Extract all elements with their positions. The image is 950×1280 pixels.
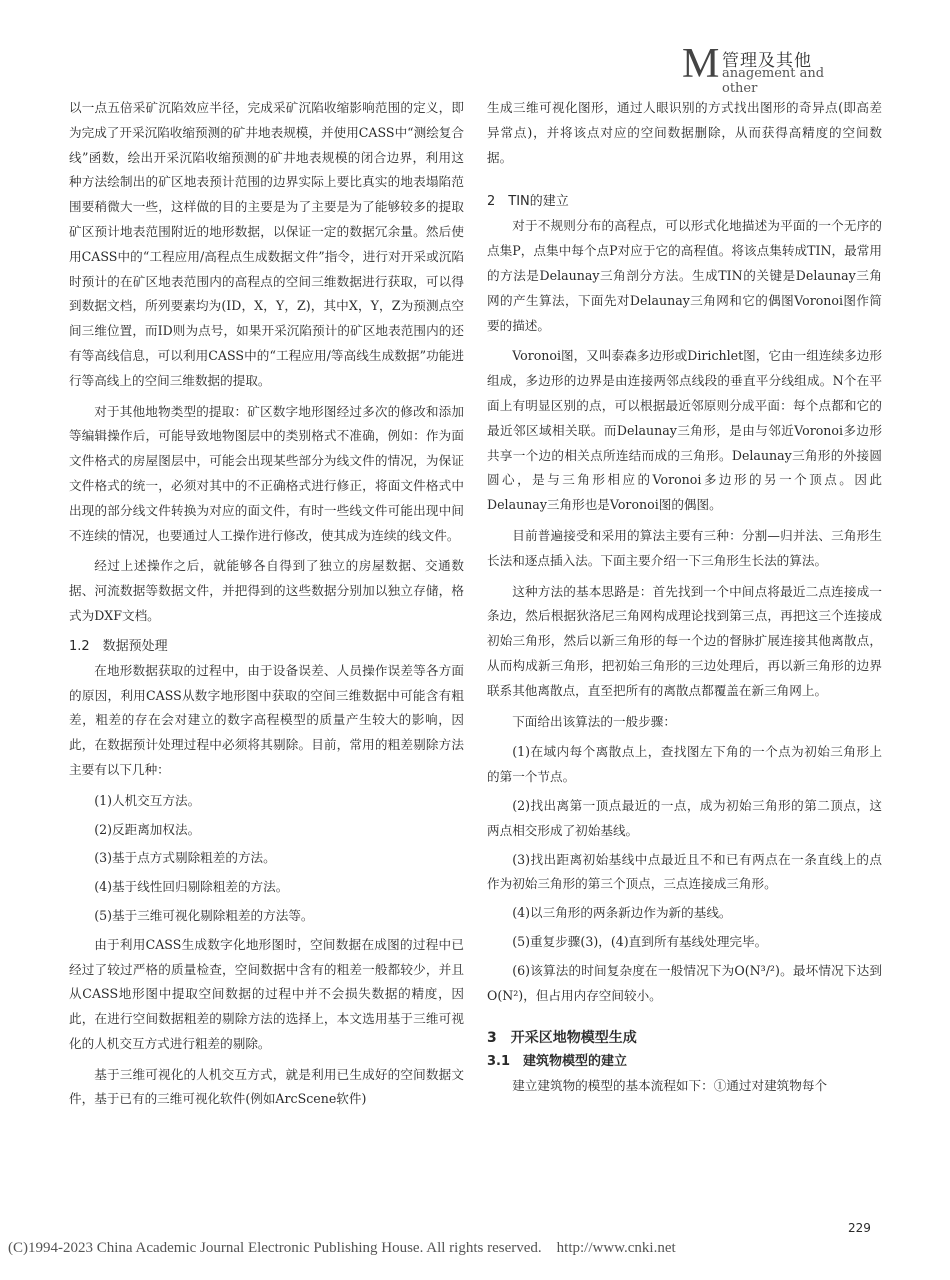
header-initial-letter: M <box>682 41 720 87</box>
paragraph: 基于三维可视化的人机交互方式，就是利用已生成好的空间数据文件，基于已有的三维可视化软件(例如ArcScene软件) <box>69 1066 464 1107</box>
paragraph: 对于不规则分布的高程点，可以形式化地描述为平面的一个无序的点集P，点集中每个点P对应于它的高程值。将该点集转成TIN，最常用的方法是Delaunay三角剖分方法。生成TIN的关键是Delaunay三角网的产生算法，下面先对Delaunay三角网和它的偶图Voronoi图作简要的描述。 <box>487 218 882 333</box>
paragraph: 对于其他地物类型的提取：矿区数字地形图经过多次的修改和添加等编辑操作后，可能导致地物图层中的类别格式不准确，例如：作为面文件格式的房屋图层中，可能会出现某些部分为线文件的情况，为保证文件格式的统一，必须对其中的不正确格式进行修正，将面文件格式中出现的部分线文件转换为对应的面文件，有时一些线文件可能出现中间不连续的情况，也要通过人工操作进行修改，使其成为连续的线文件。 <box>69 403 464 543</box>
section-heading-2: 2 TIN的建立 <box>487 194 569 210</box>
paragraph: 经过上述操作之后，就能够各自得到了独立的房屋数据、交通数据、河流数据等数据文件，并把得到的这些数据分别加以独立存储，格式为DXF文档。 <box>69 558 464 623</box>
algorithm-step: (5)重复步骤(3)，(4)直到所有基线处理完毕。 <box>512 933 768 949</box>
section-heading-3: 3 开采区地物模型生成 <box>487 1030 637 1047</box>
algorithm-step: (2)找出离第一顶点最近的一点，成为初始三角形的第二顶点，这两点相交形成了初始基线。 <box>487 797 882 838</box>
section-heading-3-1: 3.1 建筑物模型的建立 <box>487 1054 628 1070</box>
algorithm-step: (1)在域内每个离散点上，查找图左下角的一个点为初始三角形上的第一个节点。 <box>487 744 882 785</box>
list-item: (3)基于点方式剔除粗差的方法。 <box>94 850 276 866</box>
list-item: (2)反距离加权法。 <box>94 821 201 837</box>
paragraph: 下面给出该算法的一般步骤： <box>512 713 676 729</box>
left-column <box>69 96 464 1118</box>
algorithm-step: (3)找出距离初始基线中点最近且不和已有两点在一条直线上的点作为初始三角形的第三个顶点，三点连接成三角形。 <box>487 851 882 892</box>
paragraph: 生成三维可视化图形，通过人眼识别的方式找出图形的奇异点(即高差异常点)，并将该点对应的空间数据删除，从而获得高精度的空间数据。 <box>487 100 882 165</box>
list-item: (5)基于三维可视化剔除粗差的方法等。 <box>94 907 314 923</box>
paragraph: 在地形数据获取的过程中，由于设备误差、人员操作误差等各方面的原因，利用CASS从数字地形图中获取的空间三维数据中可能含有粗差，粗差的存在会对建立的数字高程模型的质量产生较大的影响，因此，在数据预计处理过程中必须将其剔除。目前，常用的粗差剔除方法主要有以下几种： <box>69 662 464 777</box>
paragraph: 建立建筑物的模型的基本流程如下：①通过对建筑物每个 <box>512 1078 828 1094</box>
journal-section-header <box>682 41 862 96</box>
paragraph: 目前普遍接受和采用的算法主要有三种：分割—归并法、三角形生长法和逐点插入法。下面主要介绍一下三角形生长法的算法。 <box>487 527 882 568</box>
list-item: (1)人机交互方法。 <box>94 792 201 808</box>
header-section-en: anagement and other <box>722 66 825 96</box>
paragraph: 由于利用CASS生成数字化地形图时，空间数据在成图的过程中已经过了较过严格的质量检查，空间数据中含有的粗差一般都较少，并且从CASS地形图中提取空间数据的过程中并不会损失数据的精度，因此，在进行空间数据粗差的剔除方法的选择上，本文选用基于三维可视化的人机交互方式进行粗差的剔除。 <box>69 936 464 1051</box>
section-heading-1-2: 1.2 数据预处理 <box>69 638 168 654</box>
paragraph: 以一点五倍采矿沉陷效应半径，完成采矿沉陷收缩影响范围的定义，即为完成了开采沉陷收缩预测的矿井地表规模，并使用CASS中“测绘复合线”函数，绘出开采沉陷收缩预测的矿井地表规模的闭合边界，利用这种方法绘制出的矿区地表预计范围的边界实际上要比真实的地表塌陷范围要稍微大一些，这样做的目的主要是为了主要是为了能够较多的提取矿区预计地表范围附近的地形数据，以保证一定的数据冗余量。然后使用CASS中的“工程应用/高程点生成数据文件”指令，进行对开采或沉陷时预计的在矿区地表范围内的高程点的空间三维数据进行获取，可以得到数据文档，所列要素均为(ID，X，Y，Z)，其中X，Y，Z为预测点空间三维位置，而ID则为点号，如果开采沉陷预计的矿区地表范围内的还有等高线信息，可以利用CASS中的“工程应用/等高线生成数据”功能进行等高线上的空间三维数据的提取。 <box>69 100 464 388</box>
paragraph: 这种方法的基本思路是：首先找到一个中间点将最近二点连接成一条边，然后根据狄洛尼三角网构成理论找到第三点，再把这三个连接成初始三角形，然后以新三角形的每一个边的督脉扩展连接其他离散点，从而构成新三角形，把初始三角形的三边处理后，再以新三角形的边界联系其他离散点，直至把所有的离散点都覆盖在新三角网上。 <box>487 583 882 698</box>
copyright-footer: (C)1994-2023 China Academic Journal Electronic Publishing House. All rights reserved. http://www.cnki.net <box>8 1240 676 1256</box>
algorithm-step: (6)该算法的时间复杂度在一般情况下为O(N³/²)。最坏情况下达到O(N²)，但占用内存空间较小。 <box>487 962 882 1003</box>
right-column <box>487 96 882 1105</box>
header-section-cn: 管理及其他 <box>722 51 812 71</box>
page-number: 229 <box>848 1221 871 1235</box>
algorithm-step: (4)以三角形的两条新边作为新的基线。 <box>512 905 732 921</box>
paragraph: Voronoi图，又叫泰森多边形或Dirichlet图，它由一组连续多边形组成，多边形的边界是由连接两邻点线段的垂直平分线组成。N个在平面上有明显区别的点，可以根据最近邻原则分成平面：每个点都和它的最近邻区域相关联。而Delaunay三角形，是由与邻近Voronoi多边形共享一个边的相关点所连结而成的三角形。Delaunay三角形的外接圆圆心，是与三角形相应的Voronoi多边形的另一个顶点。因此Delaunay三角形也是Voronoi图的偶图。 <box>487 348 882 513</box>
list-item: (4)基于线性回归剔除粗差的方法。 <box>94 879 289 895</box>
